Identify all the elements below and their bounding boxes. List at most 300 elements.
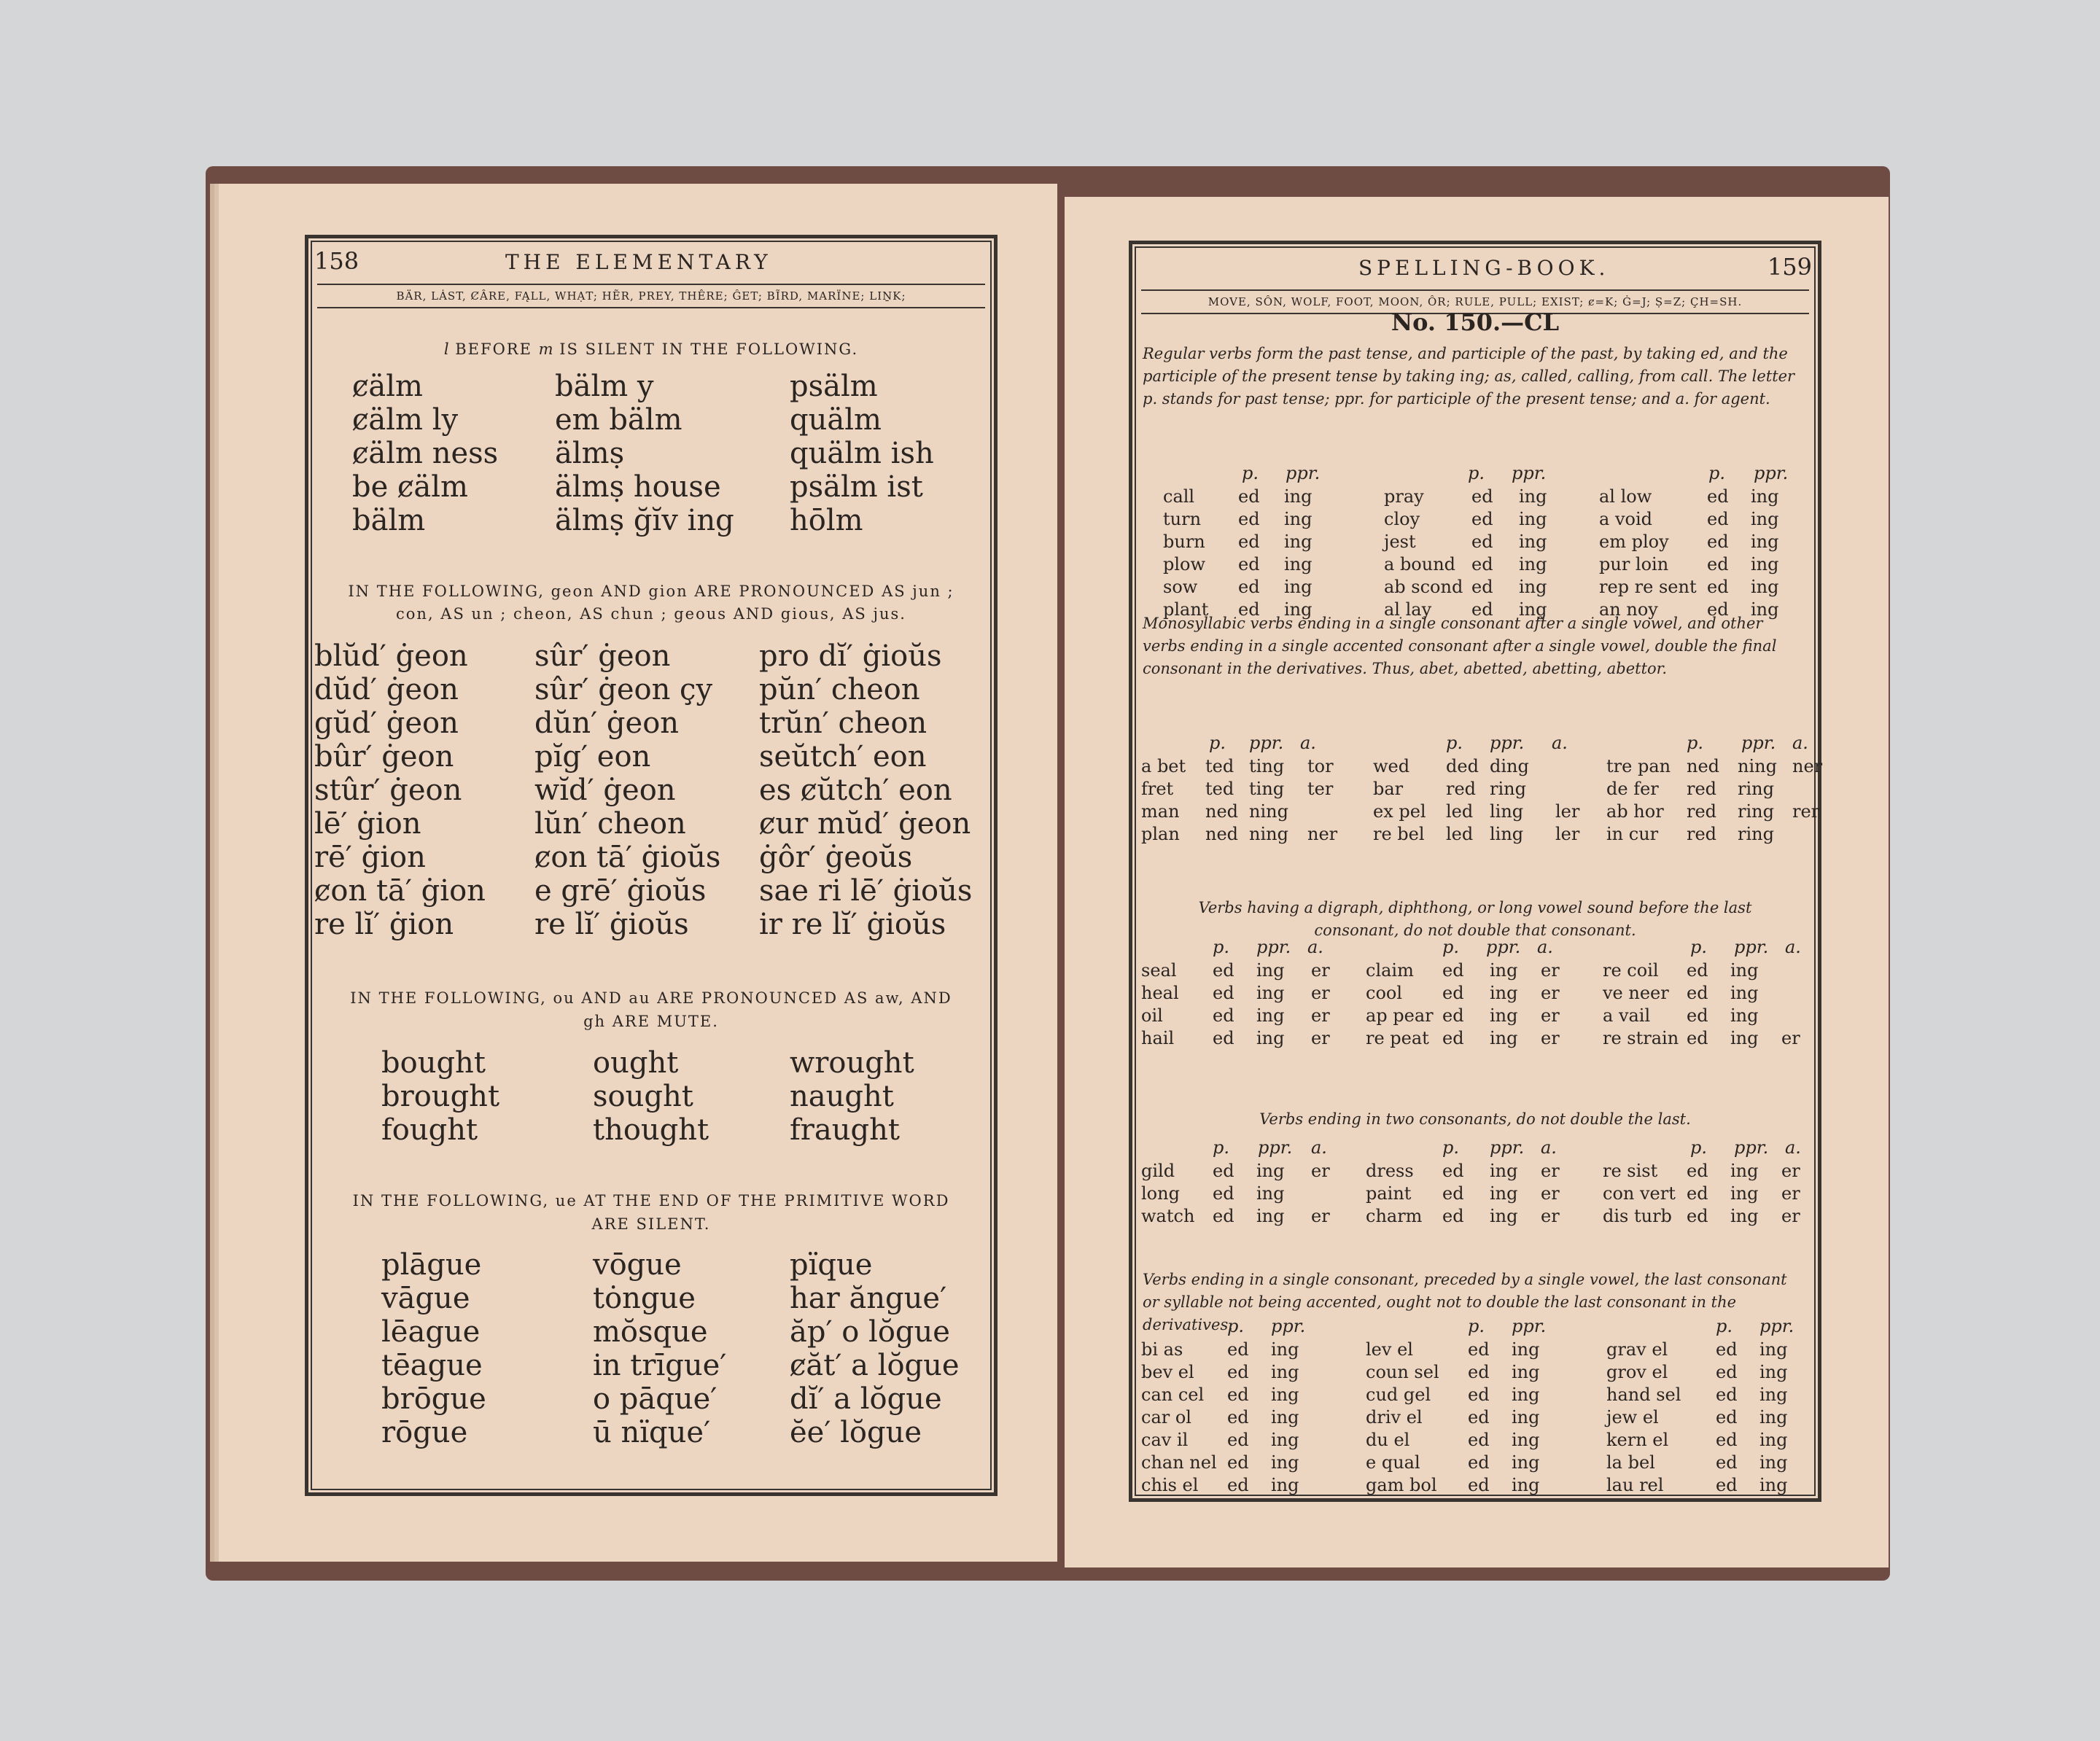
spelling-word: psälm ist [790,470,923,504]
table-cell: er [1541,1206,1560,1226]
table-cell: du el [1366,1430,1410,1450]
spelling-word: brought [381,1080,500,1113]
spelling-word: älmṣ house [555,470,721,504]
table-cell: jew el [1606,1407,1659,1428]
table-cell: ing [1256,1028,1285,1048]
table-cell: driv el [1366,1407,1423,1428]
table-header: p. [1209,733,1226,753]
table-cell: er [1311,983,1330,1003]
table-cell: tor [1307,756,1334,776]
table-cell: a bet [1141,756,1186,776]
table-header: p. [1468,1316,1485,1336]
section-caption-geon-2: con, AS un ; cheon, AS chun ; geous AND gious, AS jus. [396,605,906,623]
table-header: p. [1213,1137,1229,1158]
table-cell: ing [1490,983,1518,1003]
table-cell: ed [1707,554,1729,575]
table-cell: ing [1256,983,1285,1003]
table-cell: cool [1366,983,1403,1003]
table-cell: ing [1271,1339,1299,1360]
table-cell: ing [1490,960,1518,981]
table-cell: red [1687,824,1717,844]
table-cell: ed [1213,1206,1234,1226]
table-cell: er [1311,1028,1330,1048]
table-cell: ab hor [1606,801,1664,822]
table-cell: ing [1751,509,1779,529]
table-header: ppr. [1734,1137,1769,1158]
table-header: ppr. [1486,937,1521,957]
spelling-word: bûr′ ġeon [314,740,454,774]
table-cell: re strain [1603,1028,1679,1048]
table-cell: sow [1163,577,1198,597]
table-cell: ring [1738,824,1774,844]
table-header: ppr. [1759,1316,1794,1336]
table-cell: ed [1213,983,1234,1003]
table-cell: ed [1238,531,1260,552]
table-cell: ing [1519,531,1547,552]
table-cell: ed [1227,1339,1249,1360]
table-cell: ing [1751,554,1779,575]
table-cell: charm [1366,1206,1423,1226]
table-cell: ed [1471,577,1493,597]
table-cell: ring [1738,779,1774,799]
spelling-word: sought [593,1080,693,1113]
spelling-word: bälm y [555,370,654,403]
table-header: a. [1300,733,1316,753]
table-cell: ed [1687,960,1708,981]
table-header: a. [1552,733,1568,753]
table-cell: ing [1730,1183,1759,1204]
table-cell: ing [1271,1407,1299,1428]
spelling-word: hōlm [790,504,863,537]
table-cell: ed [1471,509,1493,529]
table-cell: ed [1442,1028,1464,1048]
table-cell: er [1311,1206,1330,1226]
spelling-word: ȼälm ly [352,403,459,437]
table-cell: de fer [1606,779,1659,799]
table-cell: can cel [1141,1384,1205,1405]
rule-two-consonants: Verbs ending in two consonants, do not double the last. [1259,1110,1691,1128]
table-cell: ed [1716,1430,1738,1450]
table-cell: cloy [1384,509,1420,529]
table-cell: re peat [1366,1028,1429,1048]
table-cell: al low [1599,486,1652,507]
table-header: p. [1227,1316,1244,1336]
table-header: ppr. [1734,937,1769,957]
table-cell: lev el [1366,1339,1413,1360]
table-cell: ler [1555,801,1580,822]
table-cell: plow [1163,554,1206,575]
table-header: a. [1541,1137,1557,1158]
table-cell: ed [1468,1430,1490,1450]
table-cell: grav el [1606,1339,1668,1360]
spelling-word: seŭtch′ eon [759,740,927,774]
spelling-word: ȼälm [352,370,423,403]
table-cell: ing [1519,486,1547,507]
table-cell: ed [1227,1384,1249,1405]
table-cell: ling [1490,801,1524,822]
table-cell: ing [1730,1005,1759,1026]
table-cell: re coil [1603,960,1659,981]
table-header: ppr. [1754,463,1789,483]
table-cell: ing [1751,599,1779,620]
spelling-word: rē′ ġion [314,841,426,874]
table-cell: grov el [1606,1362,1668,1382]
table-cell: ing [1512,1475,1540,1495]
table-cell: ling [1490,824,1524,844]
table-cell: lau rel [1606,1475,1664,1495]
spelling-word: fraught [790,1113,900,1147]
table-cell: led [1446,801,1474,822]
spelling-word: ȼon tā′ ġion [314,874,486,908]
table-cell: ap pear [1366,1005,1434,1026]
spelling-word: brōgue [381,1382,486,1416]
right-page [1065,197,1889,1567]
table-cell: ning [1249,801,1288,822]
spelling-word: sûr′ ġeon çy [534,673,713,706]
table-cell: ed [1227,1407,1249,1428]
table-cell: ed [1707,531,1729,552]
table-cell: ab scond [1384,577,1463,597]
spelling-word: psälm [790,370,878,403]
table-cell: ed [1707,486,1729,507]
spelling-word: bälm [352,504,426,537]
right-page-frame [1129,241,1821,1502]
table-cell: ed [1227,1430,1249,1450]
table-cell: er [1541,1161,1560,1181]
table-cell: call [1163,486,1195,507]
page-number-right: 159 [1767,253,1812,281]
table-cell: ing [1759,1452,1788,1473]
table-cell: ing [1730,1161,1759,1181]
section-caption-ou-au: IN THE FOLLOWING, ou AND au ARE PRONOUNCED AS aw, AND [350,989,952,1007]
spelling-word: älmṣ [555,437,625,470]
page-number-left: 158 [314,247,359,275]
table-cell: rer [1792,801,1820,822]
table-cell: a void [1599,509,1652,529]
table-cell: ting [1249,779,1285,799]
table-cell: ing [1519,599,1547,620]
table-header: ppr. [1490,1137,1525,1158]
table-header: a. [1792,733,1808,753]
table-cell: er [1311,1161,1330,1181]
table-cell: ing [1512,1339,1540,1360]
spelling-word: älmṣ ğĭv ing [555,504,734,537]
table-header: p. [1442,937,1459,957]
table-cell: er [1311,960,1330,981]
table-cell: ve neer [1603,983,1669,1003]
table-cell: ed [1716,1339,1738,1360]
table-cell: ed [1471,599,1493,620]
table-cell: ed [1707,509,1729,529]
spelling-word: lŭn′ cheon [534,807,686,841]
table-header: ppr. [1271,1316,1306,1336]
table-cell: bar [1373,779,1404,799]
table-cell: coun sel [1366,1362,1439,1382]
spelling-word: stûr′ ġeon [314,774,462,807]
table-cell: ed [1468,1475,1490,1495]
table-cell: er [1311,1005,1330,1026]
spelling-word: blŭd′ ġeon [314,639,468,673]
spelling-word: ġôr′ ġeoŭs [759,841,913,874]
table-cell: long [1141,1183,1180,1204]
spelling-word: lēague [381,1315,481,1349]
table-cell: ing [1759,1430,1788,1450]
table-header: ppr. [1249,733,1284,753]
table-header: ppr. [1258,1137,1293,1158]
spelling-word: rōgue [381,1416,468,1449]
table-cell: seal [1141,960,1177,981]
spelling-word: har ăngue′ [790,1282,947,1315]
table-header: p. [1708,463,1725,483]
section-caption-ou-au-2: gh ARE MUTE. [583,1013,719,1030]
table-cell: ting [1249,756,1285,776]
table-cell: ing [1730,1206,1759,1226]
left-page [219,184,1057,1562]
table-cell: ed [1716,1384,1738,1405]
table-cell: ed [1687,983,1708,1003]
spelling-word: e grē′ ġioŭs [534,874,707,908]
table-cell: red [1687,779,1717,799]
table-cell: al lay [1384,599,1432,620]
table-header: a. [1537,937,1553,957]
table-cell: ing [1256,1161,1285,1181]
rule-unaccented: Verbs ending in a single consonant, preceded by a single vowel, the last consonant or syllable not being accented, ought not to double the last consonant in the derivatives. [1143,1271,1787,1333]
table-cell: ed [1238,599,1260,620]
table-cell: ed [1687,1005,1708,1026]
spelling-word: vōgue [593,1248,682,1282]
table-cell: ed [1213,1005,1234,1026]
table-cell: in cur [1606,824,1659,844]
table-cell: ed [1707,599,1729,620]
table-cell: ing [1512,1430,1540,1450]
table-header: ppr. [1256,937,1291,957]
spelling-word: tēague [381,1349,483,1382]
spelling-word: vāgue [381,1282,470,1315]
section-caption-l-before-m: l BEFORE m IS SILENT IN THE FOLLOWING. [443,340,859,358]
table-cell: led [1446,824,1474,844]
table-cell: ed [1716,1362,1738,1382]
spelling-word: trŭn′ cheon [759,706,928,740]
table-cell: ing [1284,486,1312,507]
table-cell: ed [1707,577,1729,597]
table-cell: tre pan [1606,756,1671,776]
table-cell: rep re sent [1599,577,1697,597]
table-cell: ed [1687,1028,1708,1048]
spelling-word: gŭd′ ġeon [314,706,459,740]
table-header: ppr. [1741,733,1776,753]
table-cell: ding [1490,756,1529,776]
spelling-word: plāgue [381,1248,482,1282]
table-cell: ed [1442,1183,1464,1204]
spelling-word: dŭd′ ġeon [314,673,459,706]
spelling-word: tȯngue [593,1282,696,1315]
table-header: p. [1716,1316,1732,1336]
table-cell: ing [1751,486,1779,507]
table-cell: ing [1512,1407,1540,1428]
table-cell: er [1781,1028,1800,1048]
table-header: p. [1213,937,1229,957]
table-cell: ed [1687,1161,1708,1181]
table-cell: ex pel [1373,801,1426,822]
spelling-word: ȼur mŭd′ ġeon [759,807,971,841]
table-cell: hand sel [1606,1384,1681,1405]
table-cell: ing [1490,1005,1518,1026]
table-cell: ing [1759,1384,1788,1405]
section-caption-ue-2: ARE SILENT. [591,1215,711,1233]
table-cell: ing [1519,577,1547,597]
table-cell: oil [1141,1005,1163,1026]
table-cell: ded [1446,756,1479,776]
table-header: ppr. [1286,463,1321,483]
table-cell: ing [1284,531,1312,552]
table-cell: ning [1738,756,1777,776]
table-cell: ing [1284,554,1312,575]
table-cell: ing [1759,1339,1788,1360]
table-cell: dress [1366,1161,1414,1181]
table-cell: ing [1284,599,1312,620]
table-header: p. [1468,463,1485,483]
spelling-word: ought [593,1046,679,1080]
left-page-frame [305,235,998,1496]
table-cell: ted [1205,779,1234,799]
table-cell: ing [1759,1407,1788,1428]
table-cell: ed [1213,1183,1234,1204]
table-header: a. [1311,1137,1327,1158]
table-cell: kern el [1606,1430,1669,1450]
table-header: ppr. [1512,463,1547,483]
table-cell: ing [1490,1161,1518,1181]
table-cell: chan nel [1141,1452,1217,1473]
table-cell: ed [1716,1475,1738,1495]
pronunciation-key-right: MOVE, SÔN, WOLF, FOOT, MOON, ÔR; RULE, PULL; EXIST; ȼ=K; Ġ=J; Ṣ=Z; ÇH=SH. [1141,289,1809,314]
table-cell: cud gel [1366,1384,1431,1405]
table-cell: ed [1471,486,1493,507]
table-header: p. [1690,1137,1707,1158]
table-cell: ing [1271,1452,1299,1473]
pronunciation-key-left: BÄR, LȦST, ȻÂRE, FĄLL, WHẠT; HẼR, PREY, THÊRE; ĜET; BĨRD, MARÏNE; LIṈK; [317,284,985,308]
table-cell: chis el [1141,1475,1199,1495]
spelling-word: mŏsque [593,1315,708,1349]
table-cell: ed [1213,960,1234,981]
spelling-word: o pāque′ [593,1382,718,1416]
spelling-word: naught [790,1080,894,1113]
table-cell: ing [1256,1206,1285,1226]
table-header: p. [1687,733,1703,753]
spelling-word: in trīgue′ [593,1349,727,1382]
table-header: a. [1785,937,1801,957]
spelling-word: pŭn′ cheon [759,673,920,706]
table-cell: ner [1792,756,1823,776]
table-cell: red [1687,801,1717,822]
table-cell: claim [1366,960,1414,981]
table-cell: em ploy [1599,531,1669,552]
table-cell: ing [1730,960,1759,981]
table-cell: la bel [1606,1452,1655,1473]
table-cell: ed [1468,1339,1490,1360]
table-cell: ed [1227,1362,1249,1382]
spelling-word: re lĭ′ ġion [314,908,454,941]
table-cell: ed [1471,554,1493,575]
spelling-word: sûr′ ġeon [534,639,671,673]
table-cell: ring [1490,779,1526,799]
table-cell: ed [1238,554,1260,575]
spelling-word: em bälm [555,403,682,437]
spelling-word: es ȼŭtch′ eon [759,774,952,807]
spelling-word: pĭg′ eon [534,740,651,774]
table-cell: ing [1730,983,1759,1003]
section-caption-geon: IN THE FOLLOWING, geon AND gion ARE PRONOUNCED AS jun ; [348,583,954,600]
spelling-word: dŭn′ ġeon [534,706,680,740]
table-cell: ed [1227,1475,1249,1495]
spelling-word: lē′ ġion [314,807,421,841]
table-header: p. [1690,937,1707,957]
table-cell: plant [1163,599,1209,620]
spelling-word: ȼăt′ a lŏgue [790,1349,960,1382]
table-cell: bev el [1141,1362,1194,1382]
table-cell: ing [1256,1005,1285,1026]
table-cell: ed [1716,1407,1738,1428]
table-cell: ed [1238,577,1260,597]
table-cell: ing [1751,577,1779,597]
table-cell: ed [1238,486,1260,507]
table-header: p. [1446,733,1463,753]
table-cell: a bound [1384,554,1456,575]
table-cell: ed [1442,960,1464,981]
table-cell: ing [1759,1362,1788,1382]
table-cell: ed [1468,1362,1490,1382]
table-cell: ed [1716,1452,1738,1473]
spelling-word: wrought [790,1046,914,1080]
lesson-heading: No. 150.—CL [1391,308,1560,336]
table-cell: jest [1384,531,1416,552]
table-cell: turn [1163,509,1202,529]
spelling-word: quälm ish [790,437,934,470]
table-cell: ing [1512,1384,1540,1405]
table-header: p. [1242,463,1259,483]
spelling-word: sae ri lē′ ġioŭs [759,874,973,908]
table-cell: re bel [1373,824,1425,844]
table-cell: watch [1141,1206,1195,1226]
table-cell: er [1541,1005,1560,1026]
table-cell: ing [1512,1452,1540,1473]
table-cell: pray [1384,486,1424,507]
table-cell: ed [1442,1005,1464,1026]
spelling-word: thought [593,1113,709,1147]
table-cell: heal [1141,983,1179,1003]
table-cell: ted [1205,756,1234,776]
table-cell: ed [1687,1183,1708,1204]
spelling-word: ȼon tā′ ġioŭs [534,841,721,874]
table-cell: burn [1163,531,1205,552]
running-title-left: THE ELEMENTARY [505,250,772,274]
table-cell: er [1541,983,1560,1003]
table-cell: ning [1249,824,1288,844]
table-cell: ing [1519,554,1547,575]
table-cell: ed [1238,509,1260,529]
spelling-word: quälm [790,403,882,437]
table-header: p. [1442,1137,1459,1158]
table-cell: bi as [1141,1339,1183,1360]
table-cell: ed [1442,983,1464,1003]
table-cell: er [1781,1206,1800,1226]
spelling-word: dĭ′ a lŏgue [790,1382,942,1416]
table-cell: ing [1271,1384,1299,1405]
table-cell: er [1541,1028,1560,1048]
table-cell: car ol [1141,1407,1191,1428]
table-cell: gam bol [1366,1475,1437,1495]
table-cell: e qual [1366,1452,1420,1473]
table-cell: gild [1141,1161,1175,1181]
